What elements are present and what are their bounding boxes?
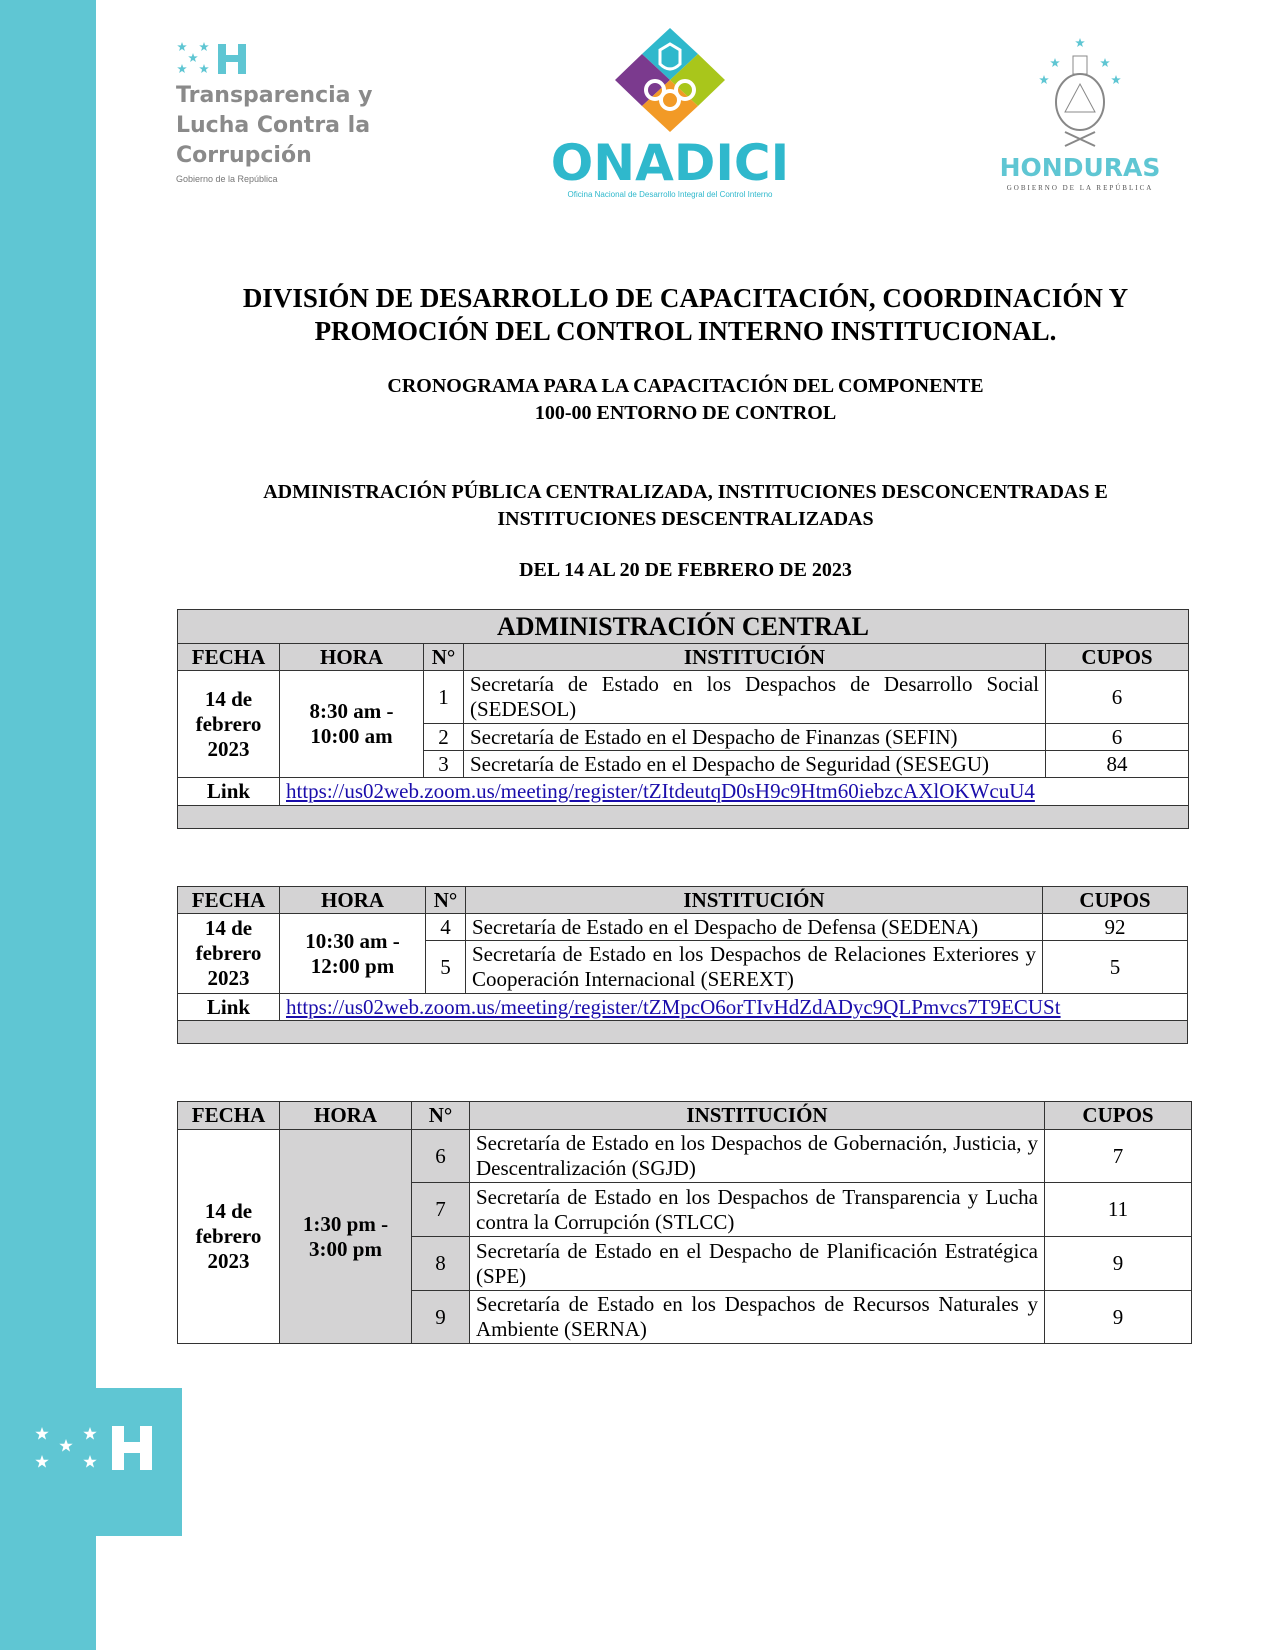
onadici-name: ONADICI bbox=[550, 134, 790, 192]
institution-cell: Secretaría de Estado en el Despacho de Finanzas (SEFIN) bbox=[464, 724, 1046, 751]
institution-cell: Secretaría de Estado en el Despacho de Planificación Estratégica (SPE) bbox=[470, 1237, 1045, 1291]
header-no: N° bbox=[426, 887, 466, 914]
row-number: 5 bbox=[426, 941, 466, 994]
transparencia-logo bbox=[176, 40, 373, 185]
link-label: Link bbox=[178, 994, 280, 1021]
table-row bbox=[178, 914, 1188, 941]
header-institucion: INSTITUCIÓN bbox=[470, 1102, 1045, 1130]
onadici-diamond-icon bbox=[615, 28, 725, 132]
header-cupos: CUPOS bbox=[1045, 1102, 1192, 1130]
institution-cell: Secretaría de Estado en los Despachos de Transparencia y Lucha contra la Corrupción (STLCC) bbox=[470, 1183, 1045, 1237]
stars-h-icon bbox=[176, 40, 266, 76]
header-cupos: CUPOS bbox=[1046, 644, 1189, 671]
onadici-subtitle: Oficina Nacional de Desarrollo Integral del Control Interno bbox=[567, 190, 773, 199]
time-cell: 10:30 am - 12:00 pm bbox=[280, 914, 426, 994]
row-number: 2 bbox=[424, 724, 464, 751]
row-number: 4 bbox=[426, 914, 466, 941]
honduras-logo bbox=[990, 36, 1170, 193]
institution-cell: Secretaría de Estado en los Despachos de Gobernación, Justicia, y Descentralización (SGJD) bbox=[470, 1130, 1045, 1183]
subtitle-line: CRONOGRAMA PARA LA CAPACITACIÓN DEL COMPONENTE bbox=[387, 375, 984, 397]
honduras-name: HONDURAS bbox=[999, 153, 1161, 182]
schedule-table-3 bbox=[177, 1101, 1192, 1344]
coat-of-arms-icon bbox=[1035, 36, 1125, 148]
row-number: 1 bbox=[424, 671, 464, 724]
header-hora: HORA bbox=[280, 1102, 412, 1130]
link-label: Link bbox=[178, 778, 280, 806]
header-fecha: FECHA bbox=[178, 887, 280, 914]
header-no: N° bbox=[424, 644, 464, 671]
institution-cell: Secretaría de Estado en los Despachos de Recursos Naturales y Ambiente (SERNA) bbox=[470, 1291, 1045, 1344]
row-number: 9 bbox=[412, 1291, 470, 1344]
title-line: PROMOCIÓN DEL CONTROL INTERNO INSTITUCIONAL. bbox=[314, 316, 1057, 346]
institution-cell: Secretaría de Estado en los Despachos de Relaciones Exteriores y Cooperación Internacional (SEREXT) bbox=[466, 941, 1043, 994]
row-number: 7 bbox=[412, 1183, 470, 1237]
footer-brand-box bbox=[0, 1388, 182, 1536]
time-cell: 8:30 am - 10:00 am bbox=[280, 671, 424, 778]
date-cell: 14 de febrero 2023 bbox=[178, 671, 280, 778]
header-hora: HORA bbox=[280, 887, 426, 914]
header-fecha: FECHA bbox=[178, 644, 280, 671]
document-subtitle bbox=[96, 373, 1275, 427]
date-range: DEL 14 AL 20 DE FEBRERO DE 2023 bbox=[519, 559, 852, 581]
institution-cell: Secretaría de Estado en el Despacho de Seguridad (SESEGU) bbox=[464, 751, 1046, 778]
cupos-cell: 84 bbox=[1046, 751, 1189, 778]
institution-cell: Secretaría de Estado en el Despacho de Defensa (SEDENA) bbox=[466, 914, 1043, 941]
honduras-h-stars-icon bbox=[0, 1388, 182, 1536]
cupos-cell: 9 bbox=[1045, 1291, 1192, 1344]
logo-line: Corrupción bbox=[176, 143, 312, 168]
logo-line: Lucha Contra la bbox=[176, 113, 371, 138]
title-line: DIVISIÓN DE DESARROLLO DE CAPACITACIÓN, COORDINACIÓN Y bbox=[242, 283, 1129, 313]
date-cell: 14 de febrero 2023 bbox=[178, 1130, 280, 1344]
zoom-registration-link[interactable]: https://us02web.zoom.us/meeting/register/tZMpcO6orTIvHdZdADyc9QLPmvcs7T9ECUSt bbox=[286, 994, 1061, 1019]
header-institucion: INSTITUCIÓN bbox=[464, 644, 1046, 671]
table-footer bbox=[178, 806, 1189, 829]
honduras-subtitle: GOBIERNO DE LA REPÚBLICA bbox=[1006, 184, 1154, 192]
scope-line: INSTITUCIONES DESCENTRALIZADAS bbox=[497, 508, 874, 530]
cupos-cell: 6 bbox=[1046, 724, 1189, 751]
header-hora: HORA bbox=[280, 644, 424, 671]
logo-subtitle: Gobierno de la República bbox=[176, 174, 278, 184]
document-title bbox=[96, 282, 1275, 348]
header-cupos: CUPOS bbox=[1043, 887, 1188, 914]
schedule-table-1 bbox=[177, 609, 1189, 829]
zoom-registration-link[interactable]: https://us02web.zoom.us/meeting/register/tZItdeutqD0sH9c9Htm60iebzcAXlOKWcuU4 bbox=[286, 779, 1035, 803]
cupos-cell: 9 bbox=[1045, 1237, 1192, 1291]
cupos-cell: 11 bbox=[1045, 1183, 1192, 1237]
institution-cell: Secretaría de Estado en los Despachos de Desarrollo Social (SEDESOL) bbox=[464, 671, 1046, 724]
row-number: 8 bbox=[412, 1237, 470, 1291]
header-fecha: FECHA bbox=[178, 1102, 280, 1130]
table-row bbox=[178, 1130, 1192, 1183]
row-number: 6 bbox=[412, 1130, 470, 1183]
onadici-logo bbox=[520, 28, 820, 200]
row-number: 3 bbox=[424, 751, 464, 778]
cupos-cell: 5 bbox=[1043, 941, 1188, 994]
cupos-cell: 92 bbox=[1043, 914, 1188, 941]
time-cell: 1:30 pm - 3:00 pm bbox=[280, 1130, 412, 1344]
logo-line: Transparencia y bbox=[176, 83, 373, 108]
date-cell: 14 de febrero 2023 bbox=[178, 914, 280, 994]
table-row bbox=[178, 671, 1189, 724]
subtitle-line: 100-00 ENTORNO DE CONTROL bbox=[534, 402, 837, 424]
header-no: N° bbox=[412, 1102, 470, 1130]
table-title: ADMINISTRACIÓN CENTRAL bbox=[178, 610, 1189, 644]
table-footer bbox=[178, 1021, 1188, 1044]
cupos-cell: 7 bbox=[1045, 1130, 1192, 1183]
header-institucion: INSTITUCIÓN bbox=[466, 887, 1043, 914]
scope-line: ADMINISTRACIÓN PÚBLICA CENTRALIZADA, INSTITUCIONES DESCONCENTRADAS E bbox=[263, 481, 1108, 503]
cupos-cell: 6 bbox=[1046, 671, 1189, 724]
schedule-table-2 bbox=[177, 886, 1188, 1044]
scope-heading bbox=[96, 479, 1275, 533]
